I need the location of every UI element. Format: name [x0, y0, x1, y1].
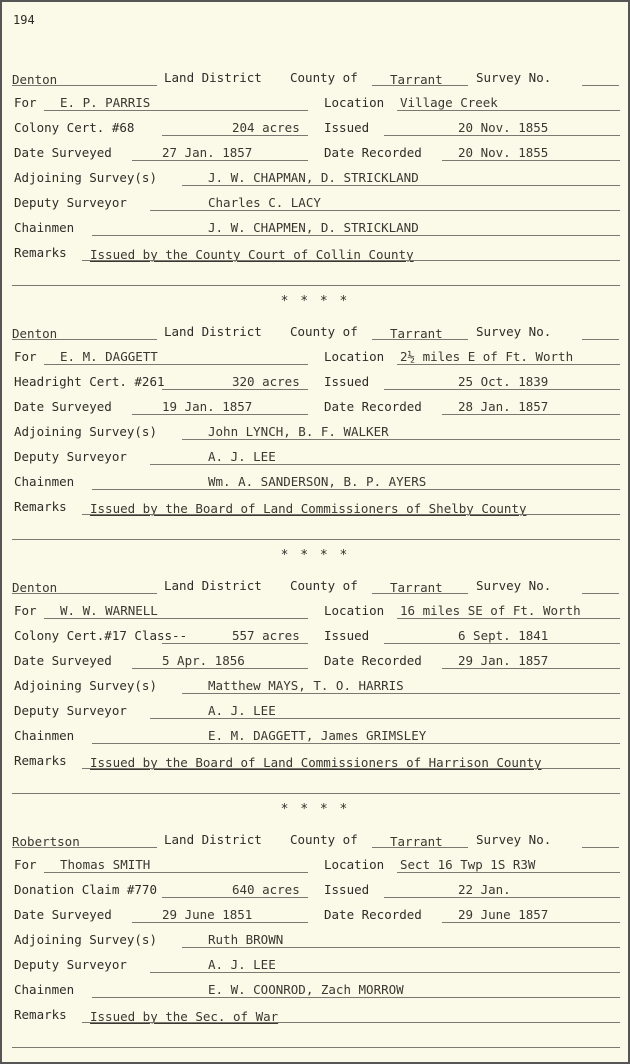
for-label: For: [14, 349, 37, 364]
county-label: County of: [290, 578, 358, 593]
date-surveyed-value: 19 Jan. 1857: [162, 399, 253, 414]
issued-value: 6 Sept. 1841: [458, 628, 549, 643]
acres-value: 640 acres: [232, 882, 300, 897]
date-surveyed-label: Date Surveyed: [14, 653, 112, 668]
survey-record: [2, 572, 628, 812]
field-underline: [44, 110, 308, 111]
field-underline: [442, 414, 620, 415]
county-label: County of: [290, 832, 358, 847]
county-value: Tarrant: [390, 72, 443, 87]
survey-no-label: Survey No.: [476, 70, 552, 85]
adjoining-surveys-value: John LYNCH, B. F. WALKER: [208, 424, 389, 439]
field-underline: [182, 693, 620, 694]
remarks-extra-line: [12, 539, 620, 540]
field-underline: [44, 618, 308, 619]
chainmen-value: Wm. A. SANDERSON, B. P. AYERS: [208, 474, 427, 489]
field-underline: [442, 160, 620, 161]
remarks-value: Issued by the Board of Land Commissioners of Shelby County: [90, 501, 527, 516]
issued-label: Issued: [324, 628, 370, 643]
field-underline: [582, 339, 619, 340]
location-value: Sect 16 Twp 1S R3W: [400, 857, 536, 872]
date-recorded-label: Date Recorded: [324, 907, 422, 922]
field-underline: [44, 364, 308, 365]
field-underline: [582, 847, 619, 848]
remarks-label: Remarks: [14, 245, 67, 260]
field-underline: [397, 110, 620, 111]
field-underline: [397, 872, 620, 873]
date-surveyed-label: Date Surveyed: [14, 907, 112, 922]
field-underline: [582, 85, 619, 86]
date-surveyed-value: 27 Jan. 1857: [162, 145, 253, 160]
grantee-value: E. P. PARRIS: [60, 95, 151, 110]
field-underline: [384, 897, 620, 898]
field-underline: [12, 85, 157, 86]
date-surveyed-label: Date Surveyed: [14, 399, 112, 414]
land-district-value: Robertson: [12, 834, 80, 849]
field-underline: [92, 997, 620, 998]
page-number: 194: [13, 13, 35, 27]
adjoining-surveys-label: Adjoining Survey(s): [14, 932, 157, 947]
field-underline: [162, 643, 308, 644]
field-underline: [162, 389, 308, 390]
date-recorded-value: 28 Jan. 1857: [458, 399, 549, 414]
date-recorded-label: Date Recorded: [324, 399, 422, 414]
county-label: County of: [290, 70, 358, 85]
field-underline: [12, 847, 157, 848]
date-recorded-label: Date Recorded: [324, 145, 422, 160]
chainmen-label: Chainmen: [14, 982, 75, 997]
deputy-surveyor-label: Deputy Surveyor: [14, 195, 127, 210]
survey-no-label: Survey No.: [476, 324, 552, 339]
land-district-value: Denton: [12, 72, 58, 87]
field-underline: [582, 593, 619, 594]
field-underline: [92, 235, 620, 236]
field-underline: [12, 339, 157, 340]
grantee-value: E. M. DAGGETT: [60, 349, 158, 364]
grantee-value: Thomas SMITH: [60, 857, 151, 872]
field-underline: [150, 718, 620, 719]
field-underline: [442, 922, 620, 923]
adjoining-surveys-label: Adjoining Survey(s): [14, 678, 157, 693]
field-underline: [372, 85, 468, 86]
survey-no-label: Survey No.: [476, 578, 552, 593]
survey-record: [2, 318, 628, 558]
chainmen-label: Chainmen: [14, 728, 75, 743]
date-recorded-value: 29 Jan. 1857: [458, 653, 549, 668]
field-underline: [82, 514, 620, 515]
field-underline: [372, 593, 468, 594]
chainmen-value: E. W. COONROD, Zach MORROW: [208, 982, 404, 997]
date-surveyed-label: Date Surveyed: [14, 145, 112, 160]
field-underline: [132, 160, 308, 161]
location-label: Location: [324, 349, 385, 364]
remarks-label: Remarks: [14, 499, 67, 514]
field-underline: [92, 743, 620, 744]
remarks-value: Issued by the County Court of Collin County: [90, 247, 414, 262]
date-recorded-label: Date Recorded: [324, 653, 422, 668]
land-district-label: Land District: [164, 578, 262, 593]
field-underline: [132, 668, 308, 669]
grantee-value: W. W. WARNELL: [60, 603, 158, 618]
chainmen-value: J. W. CHAPMEN, D. STRICKLAND: [208, 220, 419, 235]
issued-value: 20 Nov. 1855: [458, 120, 549, 135]
certificate-value: Headright Cert. #261: [14, 374, 165, 389]
county-label: County of: [290, 324, 358, 339]
remarks-extra-line: [12, 793, 620, 794]
record-separator: * * * *: [280, 548, 350, 563]
field-underline: [150, 464, 620, 465]
field-underline: [150, 210, 620, 211]
certificate-value: Donation Claim #770: [14, 882, 157, 897]
field-underline: [397, 364, 620, 365]
field-underline: [132, 414, 308, 415]
location-label: Location: [324, 95, 385, 110]
deputy-surveyor-label: Deputy Surveyor: [14, 703, 127, 718]
remarks-label: Remarks: [14, 753, 67, 768]
date-recorded-value: 29 June 1857: [458, 907, 549, 922]
survey-record: [2, 826, 628, 1064]
location-label: Location: [324, 603, 385, 618]
adjoining-surveys-value: J. W. CHAPMAN, D. STRICKLAND: [208, 170, 419, 185]
for-label: For: [14, 603, 37, 618]
field-underline: [12, 593, 157, 594]
field-underline: [162, 897, 308, 898]
field-underline: [384, 643, 620, 644]
field-underline: [384, 389, 620, 390]
field-underline: [82, 768, 620, 769]
location-value: 16 miles SE of Ft. Worth: [400, 603, 581, 618]
field-underline: [162, 135, 308, 136]
for-label: For: [14, 95, 37, 110]
field-underline: [372, 339, 468, 340]
field-underline: [150, 972, 620, 973]
acres-value: 557 acres: [232, 628, 300, 643]
chainmen-label: Chainmen: [14, 220, 75, 235]
issued-label: Issued: [324, 374, 370, 389]
deputy-surveyor-value: Charles C. LACY: [208, 195, 321, 210]
location-value: 2½ miles E of Ft. Worth: [400, 349, 574, 364]
field-underline: [44, 872, 308, 873]
field-underline: [397, 618, 620, 619]
county-value: Tarrant: [390, 580, 443, 595]
for-label: For: [14, 857, 37, 872]
date-recorded-value: 20 Nov. 1855: [458, 145, 549, 160]
county-value: Tarrant: [390, 834, 443, 849]
record-separator: * * * *: [280, 802, 350, 817]
county-value: Tarrant: [390, 326, 443, 341]
adjoining-surveys-label: Adjoining Survey(s): [14, 170, 157, 185]
certificate-value: Colony Cert.#17 Class--: [14, 628, 188, 643]
land-district-label: Land District: [164, 324, 262, 339]
remarks-extra-line: [12, 285, 620, 286]
date-surveyed-value: 5 Apr. 1856: [162, 653, 245, 668]
remarks-label: Remarks: [14, 1007, 67, 1022]
certificate-value: Colony Cert. #68: [14, 120, 135, 135]
field-underline: [132, 922, 308, 923]
deputy-surveyor-value: A. J. LEE: [208, 449, 276, 464]
remarks-extra-line: [12, 1047, 620, 1048]
survey-record: [2, 64, 628, 304]
issued-value: 25 Oct. 1839: [458, 374, 549, 389]
survey-no-label: Survey No.: [476, 832, 552, 847]
field-underline: [182, 947, 620, 948]
deputy-surveyor-label: Deputy Surveyor: [14, 449, 127, 464]
adjoining-surveys-label: Adjoining Survey(s): [14, 424, 157, 439]
field-underline: [82, 1022, 620, 1023]
land-district-label: Land District: [164, 832, 262, 847]
field-underline: [384, 135, 620, 136]
deputy-surveyor-value: A. J. LEE: [208, 703, 276, 718]
land-district-value: Denton: [12, 580, 58, 595]
adjoining-surveys-value: Matthew MAYS, T. O. HARRIS: [208, 678, 404, 693]
issued-label: Issued: [324, 120, 370, 135]
field-underline: [372, 847, 468, 848]
remarks-value: Issued by the Sec. of War: [90, 1009, 279, 1024]
issued-value: 22 Jan.: [458, 882, 511, 897]
acres-value: 320 acres: [232, 374, 300, 389]
land-district-value: Denton: [12, 326, 58, 341]
field-underline: [182, 185, 620, 186]
date-surveyed-value: 29 June 1851: [162, 907, 253, 922]
location-label: Location: [324, 857, 385, 872]
location-value: Village Creek: [400, 95, 498, 110]
field-underline: [442, 668, 620, 669]
field-underline: [182, 439, 620, 440]
chainmen-value: E. M. DAGGETT, James GRIMSLEY: [208, 728, 427, 743]
adjoining-surveys-value: Ruth BROWN: [208, 932, 284, 947]
deputy-surveyor-label: Deputy Surveyor: [14, 957, 127, 972]
field-underline: [82, 260, 620, 261]
deputy-surveyor-value: A. J. LEE: [208, 957, 276, 972]
issued-label: Issued: [324, 882, 370, 897]
land-district-label: Land District: [164, 70, 262, 85]
acres-value: 204 acres: [232, 120, 300, 135]
remarks-value: Issued by the Board of Land Commissioners of Harrison County: [90, 755, 542, 770]
field-underline: [92, 489, 620, 490]
chainmen-label: Chainmen: [14, 474, 75, 489]
record-separator: * * * *: [280, 294, 350, 309]
